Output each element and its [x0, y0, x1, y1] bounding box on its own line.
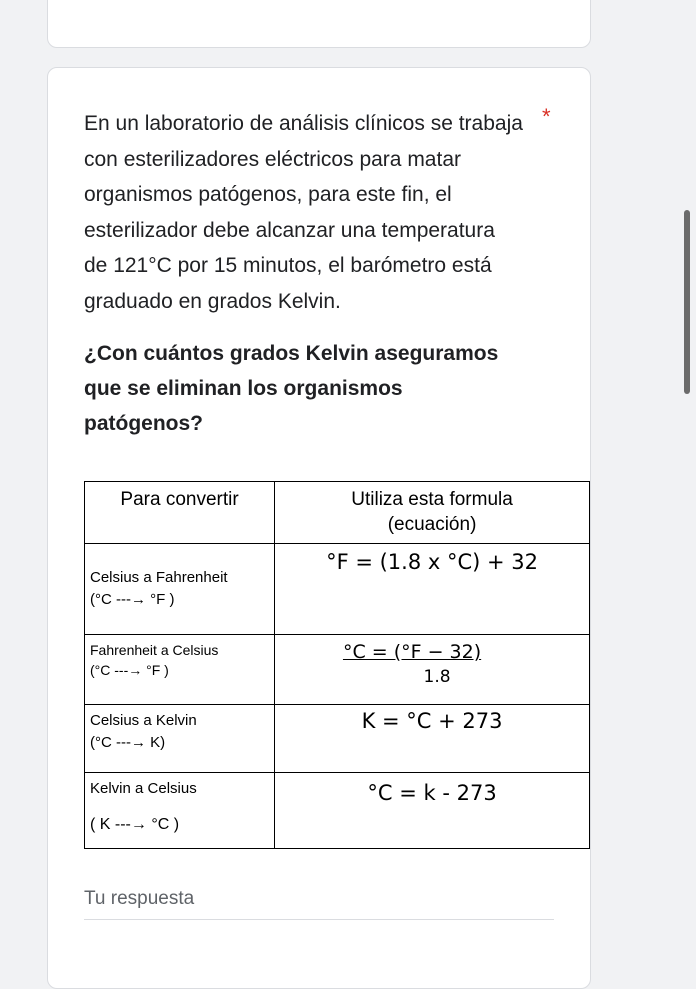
- row-formula-cell: [275, 635, 590, 705]
- row-sub: (°C ---→ °F ): [90, 591, 175, 608]
- formula-denominator: 1.8: [423, 667, 451, 687]
- answer-input[interactable]: Tu respuesta: [84, 888, 195, 909]
- scrollbar-thumb[interactable]: [684, 210, 690, 394]
- row-sub: (°C ---→ °F ): [90, 662, 169, 678]
- row-label: Celsius a Kelvin: [90, 712, 197, 729]
- table-row: [85, 773, 590, 849]
- previous-question-card: [47, 0, 591, 48]
- table-row: [85, 635, 590, 705]
- table-row: [85, 705, 590, 773]
- answer-underline: [84, 919, 554, 920]
- question-card: [47, 67, 591, 989]
- table-row: [85, 544, 590, 635]
- required-asterisk: *: [542, 104, 551, 129]
- row-label-cell: [85, 705, 275, 773]
- formula: °C = k - 273: [367, 781, 497, 805]
- formula-numerator: °C = (°F − 32): [342, 641, 482, 663]
- conversion-table-image: [84, 481, 590, 849]
- row-sub: ( K ---→ °C ): [90, 816, 180, 833]
- row-label-cell: [85, 635, 275, 705]
- header-formula: Utiliza esta formula (ecuación): [275, 482, 590, 544]
- header-convert: Para convertir: [85, 482, 275, 544]
- row-label-cell: [85, 544, 275, 635]
- question-text: En un laboratorio de análisis clínicos se trabaja con esterilizadores eléctricos para matar organismos patógenos, para este fin, el esterilizador debe alcanzar una temperatura de 121°C por 15 minutos, el barómetro está graduado en grados Kelvin.: [84, 112, 523, 313]
- row-label-cell: [85, 773, 275, 849]
- row-label: Celsius a Fahrenheit: [90, 569, 228, 586]
- row-sub: (°C ---→ K): [90, 734, 166, 751]
- formula: °F = (1.8 x °C) + 32: [326, 550, 539, 574]
- formula: K = °C + 273: [361, 709, 503, 733]
- row-formula-cell: [275, 544, 590, 635]
- conversion-table: [84, 481, 590, 849]
- row-formula-cell: [275, 705, 590, 773]
- question-bold: ¿Con cuántos grados Kelvin aseguramos que se eliminan los organismos patógenos?: [84, 342, 499, 435]
- row-label: Kelvin a Celsius: [90, 780, 197, 797]
- row-label: Fahrenheit a Celsius: [90, 642, 219, 658]
- row-formula-cell: [275, 773, 590, 849]
